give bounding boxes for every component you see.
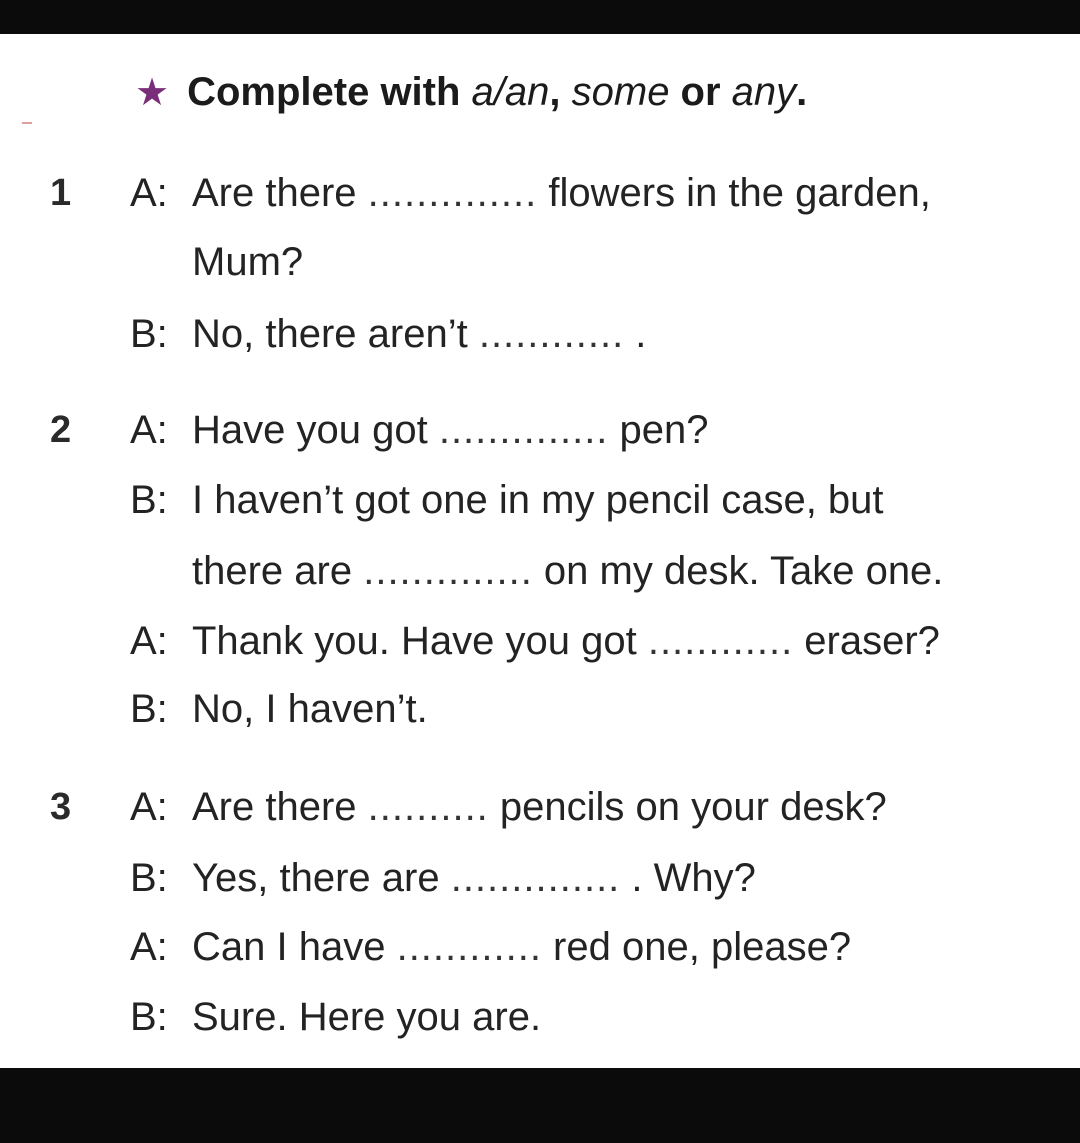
dialogue-line	[130, 927, 851, 967]
option-any: any	[731, 70, 797, 114]
line-text: flowers in the garden,	[537, 171, 931, 215]
line-text: there are	[192, 549, 364, 593]
exercise-number: 1	[50, 172, 72, 214]
line-text: Can I have	[192, 925, 397, 969]
dialogue-line	[130, 787, 887, 827]
line-text: Mum?	[192, 240, 304, 284]
line-text: No, there aren’t	[192, 312, 479, 356]
speaker-label: B:	[130, 312, 168, 356]
line-text: No, I haven’t.	[192, 687, 428, 731]
instruction-text: Complete with	[187, 70, 472, 114]
line-text: .	[624, 312, 647, 356]
exercise-number: 3	[50, 786, 72, 828]
answer-blank[interactable]: ..............	[438, 408, 609, 452]
exercise-number: 2	[50, 409, 72, 451]
speaker-label: B:	[130, 856, 168, 900]
line-text: Are there	[192, 171, 368, 215]
option-a-an: a/an	[471, 70, 550, 114]
line-text: . Why?	[620, 856, 756, 900]
dialogue-line	[130, 173, 931, 213]
instruction-or: or	[669, 70, 732, 114]
dialogue-line	[192, 551, 943, 591]
line-text: red one, please?	[541, 925, 852, 969]
line-text: Are there	[192, 785, 368, 829]
dialogue-line	[130, 858, 756, 898]
speaker-label: A:	[130, 408, 168, 452]
answer-blank[interactable]: ..............	[363, 549, 533, 593]
line-text: Sure. Here you are.	[192, 995, 542, 1039]
speaker-label: A:	[130, 619, 168, 663]
answer-blank[interactable]: ............	[647, 619, 794, 663]
answer-blank[interactable]: ..............	[450, 856, 621, 900]
speaker-label: B:	[130, 687, 168, 731]
speaker-label: B:	[130, 995, 168, 1039]
dialogue-line	[130, 480, 884, 520]
dialogue-line	[130, 314, 646, 354]
worksheet-page	[0, 34, 1080, 1068]
exercise-instruction	[135, 72, 807, 112]
answer-blank[interactable]: ............	[396, 925, 542, 969]
star-icon: ★	[135, 72, 170, 114]
dialogue-line	[192, 242, 303, 282]
speaker-label: A:	[130, 785, 168, 829]
line-text: Have you got	[192, 408, 439, 452]
dialogue-line	[130, 410, 709, 450]
option-some: some	[571, 70, 670, 114]
dialogue-line	[130, 997, 541, 1037]
line-text: Thank you. Have you got	[192, 619, 648, 663]
answer-blank[interactable]: ..........	[367, 785, 489, 829]
dialogue-line	[130, 689, 428, 729]
instruction-period: .	[796, 70, 808, 114]
line-text: I haven’t got one in my pencil case, but	[192, 478, 884, 522]
line-text: on my desk. Take one.	[532, 549, 944, 593]
line-text: eraser?	[793, 619, 940, 663]
line-text: pen?	[608, 408, 709, 452]
answer-blank[interactable]: ..............	[367, 171, 538, 215]
line-text: pencils on your desk?	[488, 785, 887, 829]
instruction-comma: ,	[549, 70, 572, 114]
dialogue-line	[130, 621, 940, 661]
speaker-label: A:	[130, 171, 168, 215]
margin-mark	[22, 122, 32, 124]
speaker-label: A:	[130, 925, 168, 969]
answer-blank[interactable]: ............	[478, 312, 625, 356]
line-text: Yes, there are	[192, 856, 451, 900]
speaker-label: B:	[130, 478, 168, 522]
